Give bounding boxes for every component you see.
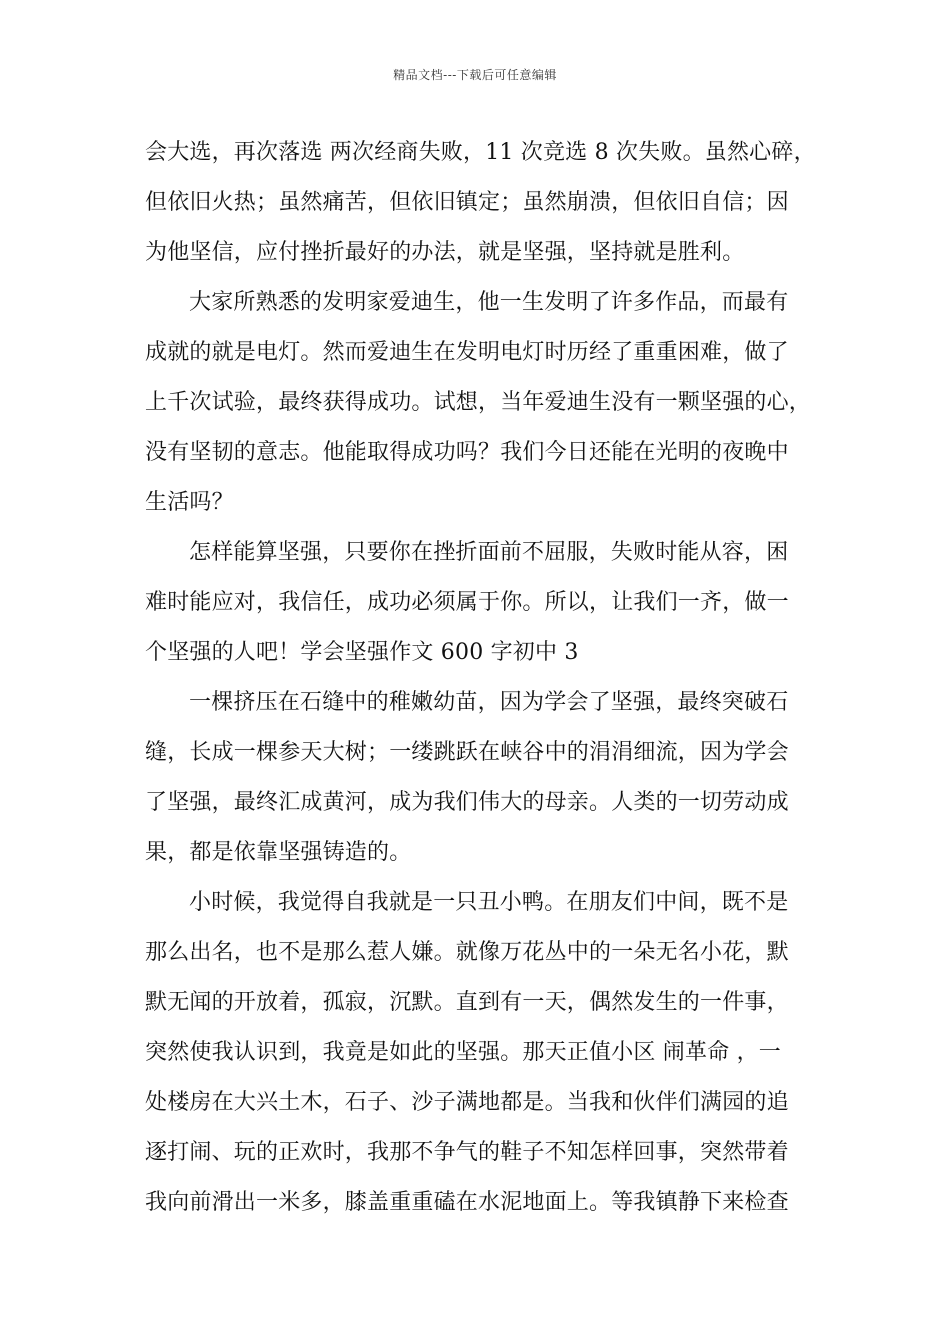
article-body <box>145 128 816 1228</box>
text-line: 个坚强的人吧！学会坚强作文 600 字初中 3 <box>145 640 579 665</box>
text-line: 缝，长成一棵参天大树；一缕跳跃在峡谷中的涓涓细流，因为学会 <box>145 740 789 765</box>
paragraph-first-line: 一棵挤压在石缝中的稚嫩幼苗，因为学会了坚强，最终突破石 <box>189 690 789 715</box>
text-line: 我向前滑出一米多，膝盖重重磕在水泥地面上。等我镇静下来检查 <box>145 1190 789 1215</box>
text-line: 上千次试验，最终获得成功。试想，当年爱迪生没有一颗坚强的心， <box>145 390 812 415</box>
text-line: 为他坚信，应付挫折最好的办法，就是坚强，坚持就是胜利。 <box>145 240 745 265</box>
text-line: 突然使我认识到，我竟是如此的坚强。那天正值小区 闹革命 ，一 <box>145 1040 781 1065</box>
text-line: 难时能应对，我信任，成功必须属于你。所以，让我们一齐，做一 <box>145 590 789 615</box>
text-line: 处楼房在大兴土木，石子、沙子满地都是。当我和伙伴们满园的追 <box>145 1090 789 1115</box>
paragraph-first-line: 怎样能算坚强，只要你在挫折面前不屈服，失败时能从容，困 <box>189 540 789 565</box>
text-line: 会大选，再次落选 两次经商失败，11 次竞选 8 次失败。虽然心碎， <box>145 140 816 165</box>
text-line: 逐打闹、玩的正欢时，我那不争气的鞋子不知怎样回事，突然带着 <box>145 1140 789 1165</box>
page-header: 精品文档---下载后可任意编辑 <box>393 68 557 82</box>
text-line: 成就的就是电灯。然而爱迪生在发明电灯时历经了重重困难，做了 <box>145 340 789 365</box>
text-line: 果，都是依靠坚强铸造的。 <box>145 840 412 865</box>
text-line: 了坚强，最终汇成黄河，成为我们伟大的母亲。人类的一切劳动成 <box>145 790 789 815</box>
text-line: 生活吗？ <box>145 490 234 515</box>
text-line: 没有坚韧的意志。他能取得成功吗？我们今日还能在光明的夜晚中 <box>145 440 789 465</box>
paragraph-first-line: 大家所熟悉的发明家爱迪生，他一生发明了许多作品，而最有 <box>189 290 789 315</box>
text-line: 那么出名，也不是那么惹人嫌。就像万花丛中的一朵无名小花，默 <box>145 940 789 965</box>
text-line: 默无闻的开放着，孤寂，沉默。直到有一天，偶然发生的一件事， <box>145 990 789 1015</box>
text-line: 但依旧火热；虽然痛苦，但依旧镇定；虽然崩溃，但依旧自信；因 <box>145 190 789 215</box>
paragraph-first-line: 小时候，我觉得自我就是一只丑小鸭。在朋友们中间，既不是 <box>189 890 789 915</box>
